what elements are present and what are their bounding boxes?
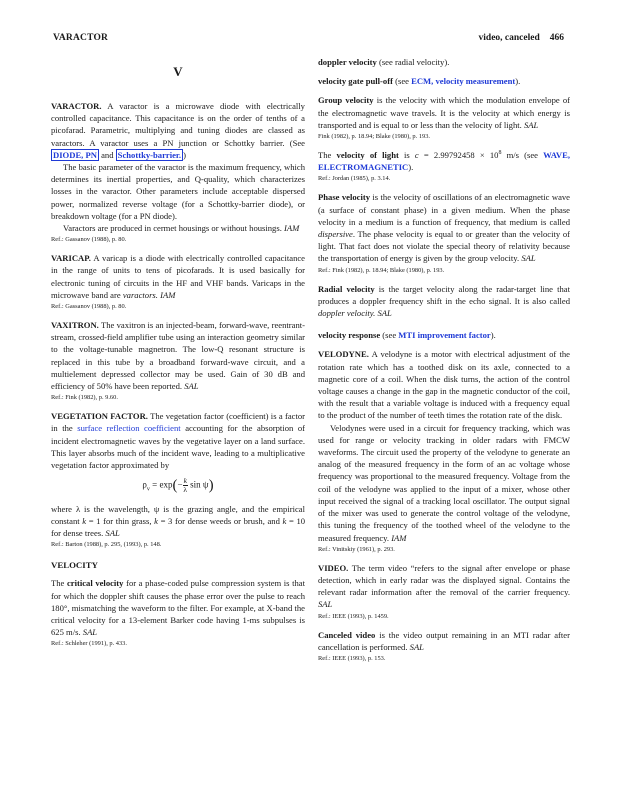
term-velocity-of-light: velocity of light: [336, 150, 399, 161]
light-text-3: m/s (see: [501, 150, 539, 161]
c-symbol: c: [414, 150, 419, 161]
vegetation-text-1: The vegetation factor (coefficient) is a factor in the: [51, 411, 305, 434]
k-symbol: k: [282, 515, 287, 526]
group-text: is the velocity with which the modulation envelope of the electromagnetic wave travels. It is the velocity at which energy is transported and is equal to or less than the velocity of light.: [318, 95, 571, 130]
vegetation-formula: $\rho_v = \exp(-$ $\frac{k}{\lambda}$ sin ψ): [142, 476, 214, 495]
entry-phase-velocity: [318, 191, 570, 275]
reference: Ref.: Fink (1982), p. 9.60.: [51, 394, 118, 402]
reference: Ref.: Barton (1988), p. 295, (1993), p. 148.: [51, 541, 162, 549]
critical-text: for a phase-coded pulse compression system is that for which the doppler shift causes the phase error over the pulse to reach 180°, mismatching the waveform to the filter. For example, at X-band the critical velocity for a 13-element Barker code having 1-ms subpulses is 625 m/s.: [51, 578, 305, 638]
page-number: 466: [549, 33, 564, 43]
signature: SAL: [409, 641, 424, 652]
link-ecm-velocity-measurement[interactable]: ECM, velocity measurement: [411, 76, 516, 87]
k-symbol: k: [82, 515, 87, 526]
running-head-right: [479, 33, 564, 43]
response-post: ).: [490, 330, 496, 341]
signature: SAL: [184, 381, 199, 392]
term-velocity-response: velocity response: [318, 330, 381, 341]
vegetation-text-5: = 3 for dense weeds or brush, and: [160, 515, 280, 526]
response-pre: (see: [382, 330, 397, 341]
entry-varactor: [51, 100, 305, 245]
term-varicap: VARICAP.: [51, 253, 91, 264]
phase-italic: dispersive: [318, 229, 353, 240]
left-column: [51, 56, 305, 649]
running-head-topic: video, canceled: [478, 33, 540, 43]
canceled-text: is the video output remaining in an MTI radar after cancellation is performed.: [318, 629, 570, 652]
video-text: The term video “refers to the signal after envelope or phase detection, which in early radar was the displayed signal. Contains the relevant radar information after the removal of the carrier frequency.: [318, 562, 570, 598]
term-vegetation-factor: VEGETATION FACTOR.: [51, 411, 148, 422]
entry-velocity-response: [318, 329, 570, 341]
signature: IAM: [284, 223, 300, 234]
vegetation-text-6: = 10 for dense trees.: [51, 515, 306, 539]
velodyne-text-1: A velodyne is a motor with electrical adjustment of the rotation rate which has a toothed disk on its axle, connected to a magnetic core of a coil. When the disk turns, the action of the control voltage causes a change in the gap in the magnetic conductor of the coil, with the result that a variable voltage is induced with a frequency equal to the product of the number of teeth times the rotation rate of the disk.: [318, 349, 570, 421]
critical-pre: The: [51, 578, 65, 589]
signature: SAL: [318, 599, 333, 610]
light-text-2: = 2.99792458 × 10: [423, 150, 499, 161]
link-mti-improvement-factor[interactable]: MTI improvement factor: [398, 330, 491, 341]
reference: Fink (1982), p. 18.94; Blake (1980), p. 193.: [318, 133, 431, 141]
varactor-and: and: [101, 149, 114, 160]
formula-eq: = exp: [149, 479, 173, 490]
link-schottky-barrier[interactable]: Schottky-barrier.: [117, 149, 182, 160]
formula-sub: v: [146, 486, 150, 493]
radial-italic: doppler velocity.: [318, 308, 376, 319]
reference: Ref.: Schleher (1991), p. 433.: [51, 640, 127, 648]
term-video: VIDEO.: [318, 562, 349, 573]
reference: Ref.: Fink (1982), p. 18.94; Blake (1980), p. 193.: [318, 266, 445, 274]
running-head-left: VARACTOR: [53, 33, 109, 43]
entry-critical-velocity: [51, 577, 305, 649]
section-heading-velocity: VELOCITY: [51, 560, 98, 571]
formula-minus: −: [177, 479, 183, 490]
gate-post: ).: [515, 76, 521, 87]
entry-radial-velocity: [318, 283, 570, 320]
formula-den: λ: [183, 485, 188, 495]
term-doppler-velocity: doppler velocity: [318, 57, 377, 67]
phase-text-2: . The phase velocity is equal to or greater than the velocity of light. That fact does not violate the special theory of relativity because the transportation of energy is given by the group velocity.: [318, 229, 570, 264]
reference: Ref.: Gassanov (1988), p. 80.: [51, 236, 127, 244]
gate-pre: (see: [395, 76, 409, 87]
entry-velodyne: [318, 348, 570, 554]
vegetation-text-2: accounting for the absorption of incident electromagnetic waves by the vegetative layer on a land surface. This layer absorbs much of the incident wave, leading to a multiplicative vegetation factor approximated by: [51, 423, 305, 471]
term-radial-velocity: Radial velocity: [318, 283, 375, 294]
entry-velocity-of-light: [318, 149, 570, 184]
entry-vaxitron: [51, 319, 305, 403]
term-phase-velocity: Phase velocity: [318, 192, 371, 203]
light-text-1: is: [404, 150, 410, 161]
term-velocity-gate-pulloff: velocity gate pull-off: [318, 76, 393, 87]
entry-group-velocity: [318, 94, 570, 142]
reference: Ref.: Vinitskiy (1961), p. 293.: [318, 545, 395, 553]
formula-sin: sin ψ: [190, 479, 209, 490]
link-diode-pn[interactable]: DIODE, PN: [53, 149, 97, 160]
link-wave-electromagnetic[interactable]: WAVE, ELECTROMAGNETIC: [318, 150, 570, 173]
term-canceled-video: Canceled video: [318, 629, 376, 640]
signature: SAL: [377, 308, 392, 319]
formula-fraction: [183, 477, 188, 494]
velodyne-text-2: Velodynes were used in a circuit for frequency tracking, which was used for range or velocity tracking in older radars with FMCW waveforms. The circuit used the property of the velodyne to generate an analog of the measured frequency in the form of an ac voltage whose frequency was proportional to the measured frequency. Voltage from the coil of the velodyne was applied to the input of a mixer, whose other input received the signal of a tracking local oscillator. The output signal of the mixer was used to generate the control voltage of the velodyne, this tuning the frequency of the toothed wheel of the velodyne to the measured frequency.: [318, 422, 570, 543]
signature: SAL: [523, 119, 539, 130]
entry-varicap: [51, 252, 305, 312]
vegetation-text-3: where λ is the wavelength, ψ is the grazing angle, and the empirical constant: [51, 503, 305, 526]
vegetation-text-4: = 1 for thin grass,: [88, 515, 152, 526]
signature: IAM: [160, 289, 176, 300]
phase-text-1: is the velocity of oscillations of an electromagnetic wave (a surface of constant phase) in a given medium. When the phase velocity in a medium is a function of frequency, that medium is called: [318, 192, 570, 227]
varactor-para-2: The basic parameter of the varactor is the maximum frequency, which determines its inertial properties, and Q-quality, which characterizes losses in the varactor. Other parameters include acceptable dispersed power, normalized reverse voltage (for a Schottky-barrier diode), or breakdown voltage (for a PN diode).: [51, 162, 305, 221]
light-exponent: 8: [498, 150, 502, 157]
entry-canceled-video: [318, 629, 570, 664]
light-pre: The: [318, 150, 332, 161]
entry-velocity-gate-pulloff: [318, 75, 570, 87]
varactor-para-3: Varactors are produced in cermet housings or without housings.: [63, 223, 282, 234]
term-group-velocity: Group velocity: [318, 95, 374, 106]
term-varactor: VARACTOR.: [51, 101, 102, 111]
term-velodyne: VELODYNE.: [318, 349, 369, 360]
reference: Ref.: Jordan (1985), p. 3.14.: [318, 175, 391, 183]
formula-rho: ρ: [142, 479, 147, 490]
varactor-close: ): [183, 149, 186, 160]
term-critical-velocity: critical velocity: [66, 578, 124, 589]
doppler-text: (see radial velocity).: [378, 57, 450, 67]
varactor-text: A varactor is a microwave diode with electrically controlled capacitance. This capacitance is on the order of tenths of a picofarad. Parametric, multiplying and tuning diodes are classed as varactors. A varactor uses a PN junction or Schottky barrier. (See: [51, 101, 305, 148]
radial-text: is the target velocity along the radar-target line that produces a doppler frequency shift in the echo signal. It is also called: [318, 283, 570, 306]
right-column: [318, 56, 570, 664]
term-vaxitron: VAXITRON.: [51, 320, 99, 331]
reference: Ref.: Gassanov (1988), p. 80.: [51, 303, 127, 311]
reference: Ref.: IEEE (1993), p. 153.: [318, 654, 386, 662]
entry-doppler-velocity: [318, 56, 570, 68]
vaxitron-text: The vaxitron is an injected-beam, forward-wave, reentrant-stream, crossed-field amplifier tube using an interaction geometry similar to the voltage-tunable magnetron. The low-Q resonant structure is replaced in this tube by a broadband forward-wave circuit, and a multielement depressed collector may be used. Gain of 30 dB and efficiency of 50% have been reported.: [51, 320, 305, 392]
varicap-text: A varicap is a diode with electrically controlled capacitance in the range of units to tens of picofarads. It is used basically for electronic tuning of circuits in the HF and VHF bands. Varicaps in the microwave band are: [51, 253, 305, 300]
section-letter: V: [173, 64, 183, 79]
varicap-italic: varactors.: [122, 289, 158, 300]
link-surface-reflection-coefficient[interactable]: surface reflection coefficient: [77, 423, 181, 434]
entry-video: [318, 562, 570, 622]
k-symbol: k: [154, 515, 158, 526]
light-post: ).: [408, 162, 414, 173]
entry-vegetation-factor: [51, 410, 305, 550]
signature: SAL: [82, 627, 98, 638]
signature: SAL: [521, 253, 536, 264]
signature: SAL: [105, 528, 120, 539]
reference: Ref.: IEEE (1993), p. 1459.: [318, 612, 389, 620]
formula-num: k: [183, 476, 187, 486]
signature: IAM: [391, 532, 407, 543]
